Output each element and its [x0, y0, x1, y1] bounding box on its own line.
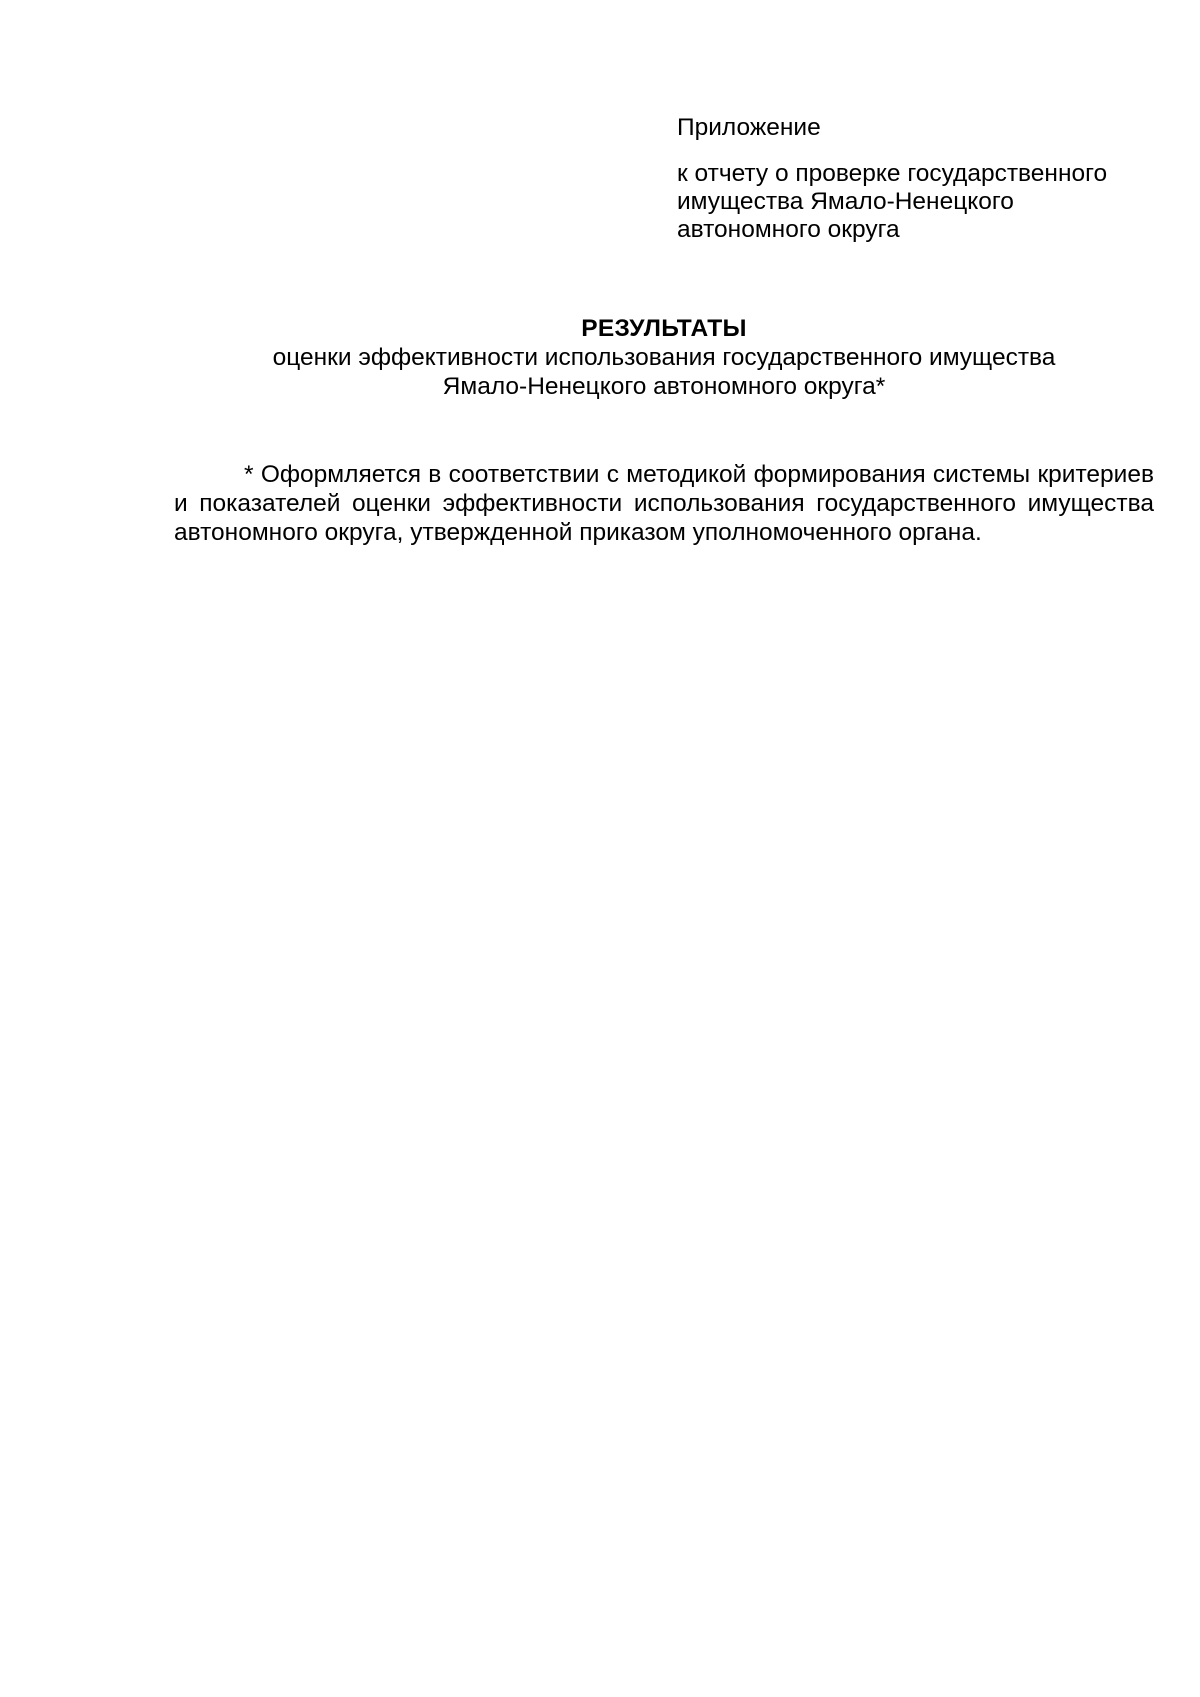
appendix-header — [677, 114, 1157, 244]
footnote: * Оформляется в соответствии с методикой формирования системы критериев и показателей оценки эффективности использования государственного имущества автономного округа, утвержденной приказом уполномоченного органа. — [174, 461, 1154, 546]
appendix-label: Приложение — [677, 114, 821, 141]
appendix-description-line: имущества Ямало-Ненецкого — [677, 188, 1014, 215]
appendix-description-line: автономного округа — [677, 216, 900, 243]
document-subtitle-line: оценки эффективности использования государственного имущества — [272, 344, 1056, 371]
document-title: РЕЗУЛЬТАТЫ — [581, 315, 747, 342]
document-subtitle — [174, 343, 1154, 401]
document-subtitle-line: Ямало-Ненецкого автономного округа* — [442, 373, 886, 400]
appendix-description — [677, 160, 1157, 244]
appendix-description-line: к отчету о проверке государственного — [677, 160, 1108, 187]
title-block — [174, 314, 1154, 401]
